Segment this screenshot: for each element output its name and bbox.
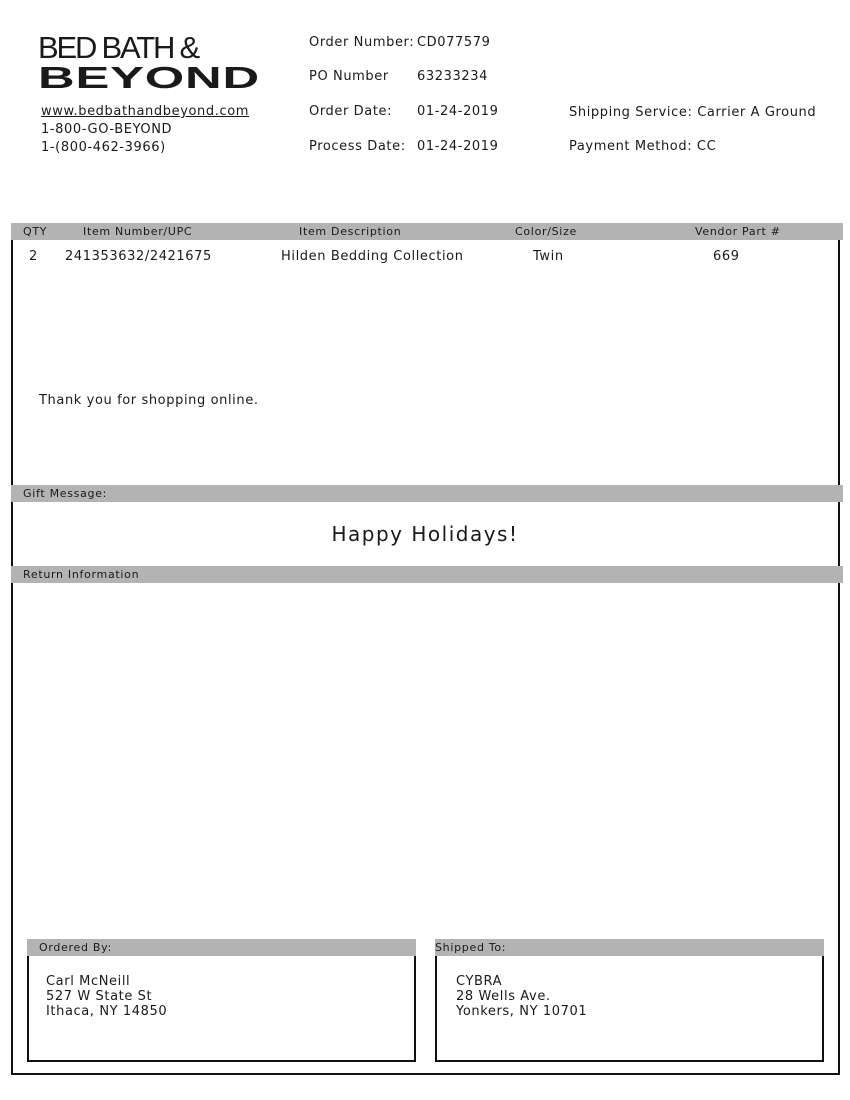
ordered-by-city: Ithaca, NY 14850 <box>46 1004 168 1019</box>
items-table-header <box>11 223 843 240</box>
return-info-label: Return Information <box>23 568 140 581</box>
shipped-to-street: 28 Wells Ave. <box>456 989 551 1004</box>
phone-text: 1-800-GO-BEYOND <box>41 122 173 137</box>
ordered-by-street: 527 W State St <box>46 989 153 1004</box>
po-number-value: 63233234 <box>417 69 488 84</box>
shipped-to-city: Yonkers, NY 10701 <box>456 1004 588 1019</box>
website-link[interactable]: www.bedbathandbeyond.com <box>41 104 250 119</box>
process-date-label: Process Date: <box>309 139 406 154</box>
header-description: Item Description <box>299 225 402 238</box>
logo-line1: BED BATH & <box>38 30 199 65</box>
header-vendor-part: Vendor Part # <box>695 225 781 238</box>
po-number-label: PO Number <box>309 69 389 84</box>
row-description: Hilden Bedding Collection <box>281 249 464 264</box>
header-color-size: Color/Size <box>515 225 578 238</box>
shipped-to-label: Shipped To: <box>435 941 507 954</box>
row-item-number: 241353632/2421675 <box>65 249 212 264</box>
row-vendor-part: 669 <box>713 249 740 264</box>
order-number-value: CD077579 <box>417 35 491 50</box>
gift-message-label: Gift Message: <box>23 487 108 500</box>
ordered-by-name: Carl McNeill <box>46 974 131 989</box>
order-date-label: Order Date: <box>309 104 393 119</box>
header-qty: QTY <box>23 225 48 238</box>
row-qty: 2 <box>29 249 38 264</box>
logo-svg <box>38 30 263 92</box>
shipped-to-bar <box>435 939 824 956</box>
shipping-service: Shipping Service: Carrier A Ground <box>569 105 817 120</box>
ordered-by-bar <box>27 939 416 956</box>
gift-message-text: Happy Holidays! <box>331 522 519 546</box>
thank-you-note: Thank you for shopping online. <box>39 393 259 408</box>
return-info-bar <box>11 566 843 583</box>
shipped-to-name: CYBRA <box>456 974 503 989</box>
ordered-by-label: Ordered By: <box>39 941 112 954</box>
header-item-number: Item Number/UPC <box>83 225 193 238</box>
table-row <box>0 249 850 267</box>
phone-number: 1-(800-462-3966) <box>41 140 166 155</box>
order-date-value: 01-24-2019 <box>417 104 499 119</box>
logo-line2: BEYOND <box>38 60 260 92</box>
gift-message-bar <box>11 485 843 502</box>
payment-method: Payment Method: CC <box>569 139 717 154</box>
bed-bath-beyond-logo <box>38 30 263 92</box>
process-date-value: 01-24-2019 <box>417 139 499 154</box>
row-color-size: Twin <box>533 249 564 264</box>
order-number-label: Order Number: <box>309 35 415 50</box>
